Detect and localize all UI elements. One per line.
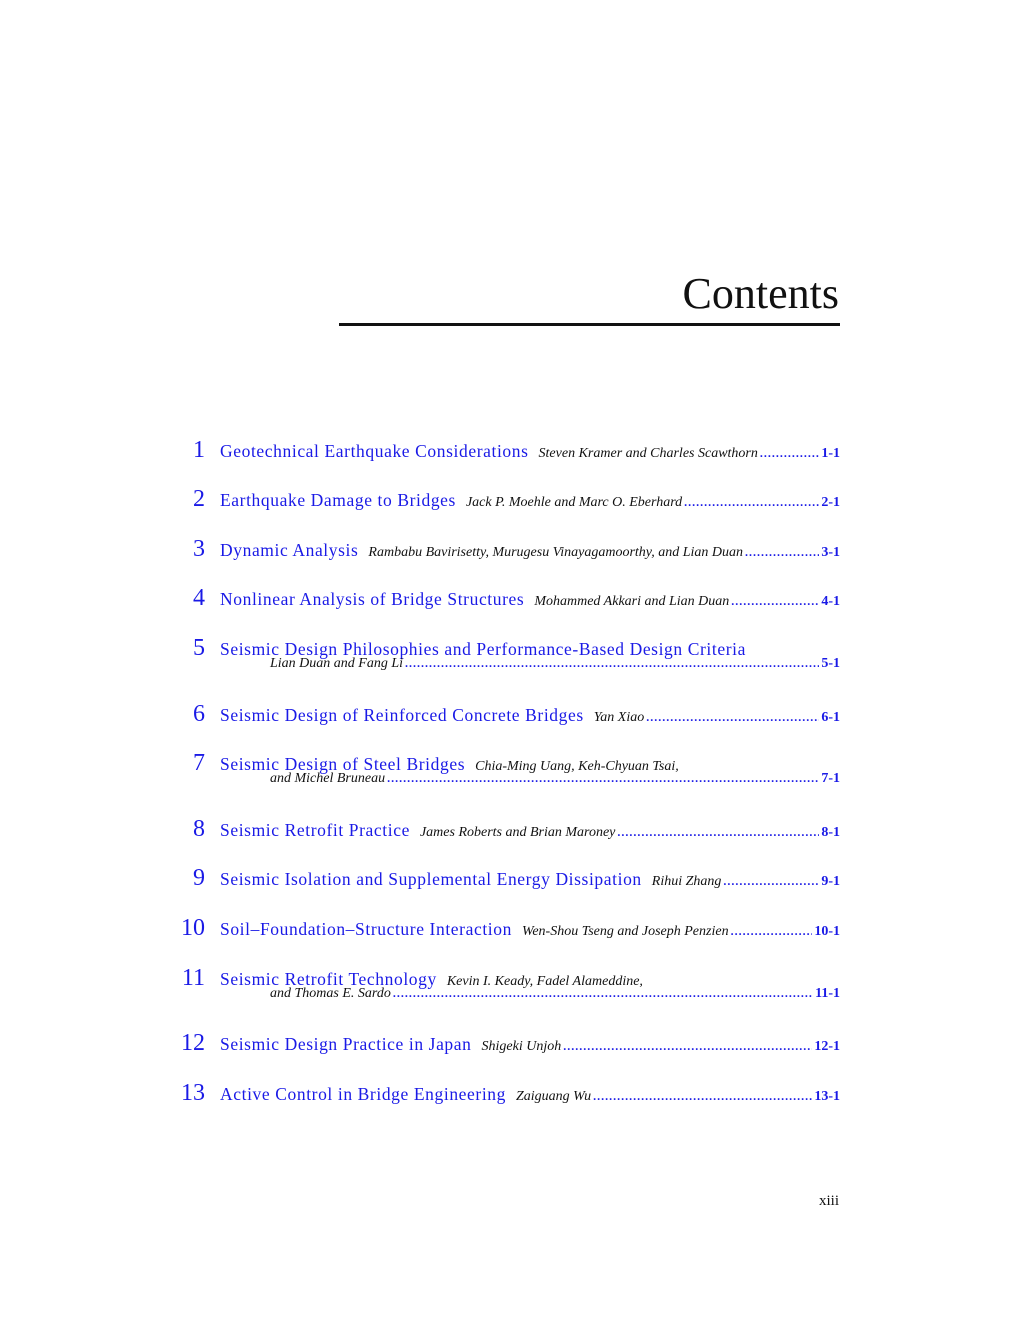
chapter-title-link[interactable]: Earthquake Damage to Bridges [220, 490, 456, 510]
dot-leader [646, 710, 819, 725]
chapter-authors: Chia-Ming Uang, Keh-Chyuan Tsai, [475, 759, 679, 774]
chapter-authors: Kevin I. Keady, Fadel Alameddine, [446, 974, 643, 989]
chapter-number: 1 [193, 437, 205, 463]
chapter-authors: Rambabu Bavirisetty, Murugesu Vinayagamoorthy, and Lian Duan [368, 545, 744, 560]
chapter-title-link[interactable]: Seismic Design Philosophies and Performance-Based Design Criteria [220, 639, 746, 659]
chapter-title-link[interactable]: Dynamic Analysis [220, 540, 359, 560]
chapter-number: 8 [193, 816, 205, 842]
page-ref-link[interactable]: 6-1 [821, 710, 840, 725]
dot-leader [563, 1039, 812, 1054]
dot-leader [684, 495, 819, 510]
chapter-number: 11 [181, 965, 205, 991]
chapter-number: 6 [193, 701, 205, 727]
dot-leader [387, 771, 819, 786]
chapter-title-link[interactable]: Seismic Retrofit Practice [220, 820, 410, 840]
page-ref-link[interactable]: 3-1 [821, 545, 840, 560]
dot-leader [405, 656, 819, 671]
chapter-title-link[interactable]: Seismic Retrofit Technology [220, 969, 437, 989]
chapter-title-link[interactable]: Geotechnical Earthquake Considerations [220, 441, 529, 461]
dot-leader [731, 594, 819, 609]
chapter-authors: Steven Kramer and Charles Scawthorn [538, 446, 758, 461]
page-folio: xiii [818, 1193, 839, 1209]
dot-leader [617, 825, 819, 840]
page-ref-link[interactable]: 4-1 [821, 594, 840, 609]
chapter-authors: Mohammed Akkari and Lian Duan [534, 594, 730, 609]
title-rule [339, 323, 840, 326]
chapter-number: 9 [193, 865, 205, 891]
chapter-number: 2 [193, 486, 205, 512]
page-ref-link[interactable]: 13-1 [814, 1089, 840, 1104]
chapter-number: 7 [193, 750, 205, 776]
chapter-title-link[interactable]: Seismic Isolation and Supplemental Energy Dissipation [220, 869, 642, 889]
chapter-authors: Yan Xiao [593, 710, 645, 725]
page-ref-link[interactable]: 9-1 [821, 874, 840, 889]
chapter-authors-continued: and Michel Bruneau [270, 771, 386, 786]
page-ref-link[interactable]: 2-1 [821, 495, 840, 510]
chapter-number: 3 [193, 536, 205, 562]
page-ref-link[interactable]: 11-1 [815, 986, 840, 1001]
chapter-authors-continued: and Thomas E. Sardo [270, 986, 391, 1001]
dot-leader [593, 1089, 812, 1104]
chapter-title-link[interactable]: Nonlinear Analysis of Bridge Structures [220, 589, 525, 609]
chapter-authors: Lian Duan and Fang Li [270, 656, 404, 671]
dot-leader [745, 545, 819, 560]
chapter-title-link[interactable]: Seismic Design of Reinforced Concrete Bridges [220, 705, 584, 725]
page-ref-link[interactable]: 12-1 [814, 1039, 840, 1054]
dot-leader [760, 446, 819, 461]
chapter-authors: James Roberts and Brian Maroney [419, 825, 616, 840]
chapter-title-link[interactable]: Seismic Design Practice in Japan [220, 1034, 472, 1054]
chapter-number: 12 [181, 1030, 205, 1056]
dot-leader [393, 986, 813, 1001]
page-ref-link[interactable]: 1-1 [821, 446, 840, 461]
page-title: Contents [682, 269, 839, 318]
page-ref-link[interactable]: 7-1 [821, 771, 840, 786]
chapter-title-link[interactable]: Seismic Design of Steel Bridges [220, 754, 466, 774]
page-ref-link[interactable]: 10-1 [814, 924, 840, 939]
chapter-title-link[interactable]: Active Control in Bridge Engineering [220, 1084, 506, 1104]
dot-leader [731, 924, 813, 939]
page-ref-link[interactable]: 8-1 [821, 825, 840, 840]
chapter-authors: Jack P. Moehle and Marc O. Eberhard [465, 495, 683, 510]
chapter-number: 4 [193, 585, 205, 611]
chapter-number: 13 [181, 1080, 205, 1106]
chapter-authors: Shigeki Unjoh [481, 1039, 562, 1054]
chapter-authors: Wen-Shou Tseng and Joseph Penzien [521, 924, 729, 939]
chapter-number: 5 [193, 635, 205, 661]
chapter-authors: Rihui Zhang [651, 874, 722, 889]
page-ref-link[interactable]: 5-1 [821, 656, 840, 671]
chapter-authors: Zaiguang Wu [516, 1089, 592, 1104]
dot-leader [723, 874, 819, 889]
chapter-number: 10 [181, 915, 205, 941]
chapter-title-link[interactable]: Soil–Foundation–Structure Interaction [220, 919, 512, 939]
